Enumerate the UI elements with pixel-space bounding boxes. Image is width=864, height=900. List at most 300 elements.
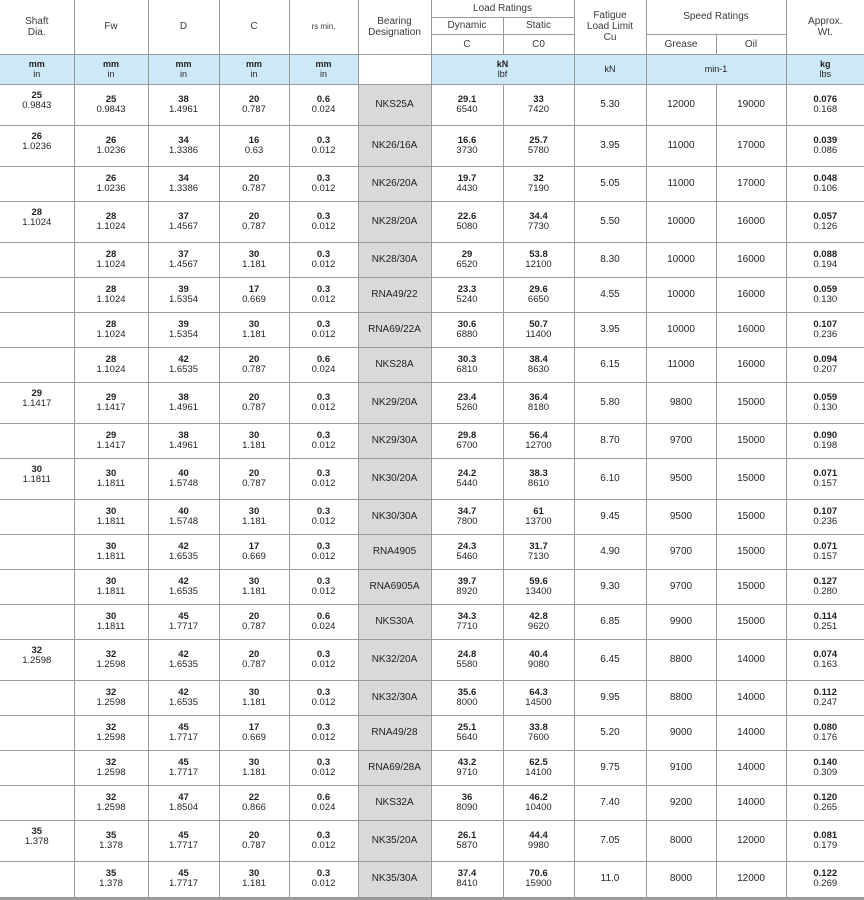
cell-dynamic-metric: 29.1 bbox=[457, 93, 477, 105]
cell-shaft-dia bbox=[0, 861, 74, 898]
cell-rs-min bbox=[289, 715, 358, 750]
cell-rs-min bbox=[289, 312, 358, 347]
cell-c-imperial: 0.669 bbox=[242, 731, 266, 743]
units-row-group bbox=[0, 54, 864, 84]
cell-rs-min-imperial: 0.012 bbox=[311, 878, 336, 889]
cell-c-metric: 30 bbox=[248, 429, 260, 441]
cell-static bbox=[503, 499, 574, 534]
cell-fw-metric: 25 bbox=[105, 93, 117, 105]
cell-shaft-dia bbox=[0, 639, 74, 680]
cell-c-imperial: 0.787 bbox=[242, 103, 266, 115]
cell-fw bbox=[74, 785, 148, 820]
cell-static-imperial: 8180 bbox=[527, 401, 550, 413]
cell-weight-imperial: 0.157 bbox=[813, 477, 838, 489]
cell-fw-metric: 32 bbox=[105, 686, 117, 698]
cell-oil-speed bbox=[716, 312, 786, 347]
cell-designation bbox=[358, 242, 431, 277]
cell-dynamic bbox=[431, 201, 503, 242]
cell-fw-imperial: 1.2598 bbox=[96, 658, 126, 670]
cell-d-metric: 42 bbox=[178, 686, 189, 698]
cell-fw bbox=[74, 639, 148, 680]
cell-grease-speed-value: 9100 bbox=[669, 761, 693, 773]
cell-c bbox=[219, 201, 289, 242]
table-row bbox=[0, 277, 864, 312]
cell-fw-imperial: 1.1024 bbox=[96, 328, 126, 340]
cell-oil-speed-value: 12000 bbox=[737, 834, 765, 846]
header-c-text: C bbox=[250, 21, 258, 33]
unit-rs-mm: mm bbox=[315, 59, 332, 69]
cell-static bbox=[503, 750, 574, 785]
cell-fatigue-limit-value: 5.30 bbox=[600, 98, 620, 110]
cell-d-imperial: 1.3386 bbox=[168, 182, 199, 194]
cell-c bbox=[219, 166, 289, 201]
cell-designation-value: NK32/30A bbox=[371, 691, 418, 703]
unit-shaft-in: in bbox=[33, 69, 41, 79]
cell-grease-speed bbox=[646, 534, 716, 569]
cell-c-metric: 22 bbox=[248, 791, 260, 803]
cell-fatigue-limit bbox=[574, 458, 646, 499]
cell-dynamic-imperial: 8000 bbox=[456, 696, 478, 708]
cell-shaft-dia-imperial: 1.1024 bbox=[22, 216, 52, 228]
cell-oil-speed bbox=[716, 820, 786, 861]
cell-static-metric: 36.4 bbox=[529, 391, 548, 403]
table-row bbox=[0, 750, 864, 785]
cell-rs-min bbox=[289, 201, 358, 242]
cell-weight-imperial: 0.130 bbox=[813, 401, 838, 413]
table-row bbox=[0, 242, 864, 277]
cell-dynamic-imperial: 8410 bbox=[456, 878, 478, 889]
cell-dynamic-imperial: 6700 bbox=[456, 439, 478, 451]
cell-fw bbox=[74, 242, 148, 277]
cell-c bbox=[219, 312, 289, 347]
cell-d-metric: 40 bbox=[178, 467, 189, 479]
cell-weight-imperial: 0.198 bbox=[813, 439, 838, 451]
table-row bbox=[0, 312, 864, 347]
cell-weight-metric: 0.114 bbox=[813, 610, 837, 622]
cell-static-imperial: 10400 bbox=[525, 801, 552, 813]
cell-d-imperial: 1.5354 bbox=[168, 328, 199, 340]
cell-static-metric: 44.4 bbox=[529, 829, 548, 841]
cell-grease-speed bbox=[646, 201, 716, 242]
cell-oil-speed bbox=[716, 423, 786, 458]
table-row bbox=[0, 569, 864, 604]
table-row bbox=[0, 382, 864, 423]
cell-fw-imperial: 1.1811 bbox=[96, 620, 126, 632]
cell-rs-min-imperial: 0.012 bbox=[311, 182, 336, 194]
cell-grease-speed bbox=[646, 861, 716, 898]
cell-static bbox=[503, 201, 574, 242]
cell-dynamic-imperial: 3730 bbox=[456, 144, 478, 156]
cell-weight-imperial: 0.194 bbox=[813, 258, 838, 270]
cell-fw bbox=[74, 277, 148, 312]
cell-fw bbox=[74, 166, 148, 201]
cell-static bbox=[503, 534, 574, 569]
cell-dynamic bbox=[431, 680, 503, 715]
cell-d bbox=[148, 785, 219, 820]
cell-grease-speed bbox=[646, 166, 716, 201]
cell-shaft-dia-imperial: 1.1417 bbox=[22, 397, 52, 409]
cell-fatigue-limit-value: 9.45 bbox=[600, 510, 620, 522]
cell-d-metric: 37 bbox=[178, 210, 189, 222]
cell-designation bbox=[358, 715, 431, 750]
cell-weight-imperial: 0.265 bbox=[813, 801, 838, 813]
cell-fw-imperial: 1.2598 bbox=[96, 801, 126, 813]
cell-c-metric: 20 bbox=[248, 610, 260, 622]
unit-load-kn: kN bbox=[496, 59, 509, 69]
cell-c-metric: 30 bbox=[248, 756, 260, 768]
cell-c-imperial: 1.181 bbox=[242, 696, 266, 708]
cell-shaft-dia-metric: 25 bbox=[31, 89, 43, 101]
cell-fw bbox=[74, 458, 148, 499]
cell-shaft-dia bbox=[0, 242, 74, 277]
cell-dynamic-metric: 37.4 bbox=[457, 868, 477, 879]
cell-static-imperial: 7600 bbox=[527, 731, 550, 743]
cell-designation bbox=[358, 680, 431, 715]
cell-d bbox=[148, 715, 219, 750]
cell-rs-min-imperial: 0.012 bbox=[311, 144, 336, 156]
cell-designation bbox=[358, 166, 431, 201]
cell-c bbox=[219, 84, 289, 125]
cell-static-imperial: 12100 bbox=[525, 258, 552, 270]
unit-load-lbf: lbf bbox=[497, 69, 508, 79]
cell-c-imperial: 0.787 bbox=[242, 401, 266, 413]
cell-fatigue-limit-value: 6.45 bbox=[600, 653, 620, 665]
cell-static bbox=[503, 639, 574, 680]
cell-static-imperial: 7420 bbox=[527, 103, 550, 115]
cell-static bbox=[503, 242, 574, 277]
cell-rs-min bbox=[289, 499, 358, 534]
cell-fw-imperial: 1.378 bbox=[99, 839, 123, 851]
cell-c-imperial: 1.181 bbox=[242, 328, 266, 340]
cell-grease-speed bbox=[646, 820, 716, 861]
cell-oil-speed bbox=[716, 750, 786, 785]
cell-grease-speed bbox=[646, 125, 716, 166]
cell-designation-value: NK29/30A bbox=[371, 434, 418, 446]
cell-designation-value: RNA49/22 bbox=[371, 288, 418, 300]
cell-fatigue-limit bbox=[574, 785, 646, 820]
cell-rs-min-metric: 0.6 bbox=[316, 93, 331, 105]
cell-dynamic-metric: 23.4 bbox=[457, 391, 477, 403]
cell-rs-min bbox=[289, 242, 358, 277]
cell-dynamic bbox=[431, 861, 503, 898]
unit-d-mm: mm bbox=[175, 59, 192, 69]
cell-d-metric: 40 bbox=[178, 505, 189, 517]
cell-rs-min bbox=[289, 680, 358, 715]
cell-designation-value: NK28/20A bbox=[371, 215, 418, 227]
cell-shaft-dia bbox=[0, 458, 74, 499]
cell-fatigue-limit bbox=[574, 534, 646, 569]
cell-rs-min bbox=[289, 458, 358, 499]
table-body bbox=[0, 84, 864, 898]
cell-grease-speed bbox=[646, 569, 716, 604]
cell-grease-speed-value: 9500 bbox=[669, 472, 693, 484]
table-row bbox=[0, 166, 864, 201]
cell-c-metric: 30 bbox=[248, 686, 260, 698]
cell-weight-metric: 0.081 bbox=[813, 829, 838, 841]
cell-c bbox=[219, 242, 289, 277]
cell-oil-speed bbox=[716, 125, 786, 166]
cell-c-imperial: 0.787 bbox=[242, 658, 266, 670]
cell-dynamic-metric: 16.6 bbox=[457, 134, 477, 146]
cell-dynamic-metric: 39.7 bbox=[457, 575, 477, 587]
cell-dynamic-metric: 19.7 bbox=[457, 172, 477, 184]
cell-dynamic-metric: 26.1 bbox=[457, 829, 477, 841]
cell-weight bbox=[786, 84, 864, 125]
header-dynamic bbox=[431, 17, 503, 34]
cell-dynamic-metric: 34.7 bbox=[457, 505, 477, 517]
cell-d bbox=[148, 569, 219, 604]
cell-designation-value: RNA49/28 bbox=[371, 726, 418, 738]
cell-rs-min-metric: 0.3 bbox=[316, 391, 331, 403]
cell-c-imperial: 1.181 bbox=[242, 878, 266, 889]
header-speed-ratings-text: Speed Ratings bbox=[683, 11, 749, 23]
cell-c bbox=[219, 680, 289, 715]
cell-c bbox=[219, 715, 289, 750]
cell-dynamic-imperial: 5460 bbox=[456, 550, 478, 562]
cell-dynamic-metric: 29 bbox=[461, 248, 473, 260]
cell-static-metric: 50.7 bbox=[529, 318, 548, 330]
cell-grease-speed bbox=[646, 785, 716, 820]
cell-d bbox=[148, 423, 219, 458]
cell-static-metric: 53.8 bbox=[529, 248, 548, 260]
cell-weight bbox=[786, 242, 864, 277]
cell-oil-speed-value: 17000 bbox=[737, 177, 765, 189]
cell-shaft-dia bbox=[0, 84, 74, 125]
cell-weight bbox=[786, 680, 864, 715]
cell-fw-metric: 28 bbox=[105, 248, 117, 260]
cell-fw bbox=[74, 680, 148, 715]
cell-c-imperial: 0.866 bbox=[242, 801, 266, 813]
cell-static-imperial: 11400 bbox=[525, 328, 552, 340]
cell-grease-speed-value: 10000 bbox=[667, 288, 695, 300]
cell-designation-value: RNA6905A bbox=[369, 580, 420, 592]
cell-static bbox=[503, 569, 574, 604]
cell-weight-imperial: 0.251 bbox=[813, 620, 838, 632]
cell-rs-min-metric: 0.3 bbox=[316, 467, 331, 479]
cell-fw bbox=[74, 201, 148, 242]
cell-rs-min-imperial: 0.024 bbox=[311, 103, 336, 115]
cell-designation-value: RNA4905 bbox=[372, 545, 417, 557]
cell-shaft-dia bbox=[0, 382, 74, 423]
cell-rs-min bbox=[289, 604, 358, 639]
cell-oil-speed-value: 12000 bbox=[737, 873, 765, 884]
cell-designation-value: RNA69/22A bbox=[368, 323, 421, 335]
cell-static-metric: 61 bbox=[533, 505, 544, 517]
cell-fatigue-limit-value: 6.10 bbox=[600, 472, 620, 484]
header-approx-wt bbox=[786, 0, 864, 54]
cell-d bbox=[148, 125, 219, 166]
cell-rs-min-imperial: 0.012 bbox=[311, 477, 336, 489]
cell-static-metric: 42.8 bbox=[529, 610, 548, 622]
cell-c-metric: 20 bbox=[248, 353, 260, 365]
cell-grease-speed bbox=[646, 423, 716, 458]
cell-d-metric: 42 bbox=[178, 353, 189, 365]
cell-d-imperial: 1.4961 bbox=[168, 439, 199, 451]
cell-weight-metric: 0.107 bbox=[813, 318, 838, 330]
unit-wt bbox=[786, 54, 864, 84]
cell-rs-min bbox=[289, 125, 358, 166]
cell-shaft-dia-imperial: 0.9843 bbox=[22, 99, 52, 111]
cell-oil-speed bbox=[716, 166, 786, 201]
cell-fw-imperial: 0.9843 bbox=[96, 103, 126, 115]
cell-designation bbox=[358, 201, 431, 242]
cell-weight-imperial: 0.157 bbox=[813, 550, 838, 562]
cell-static bbox=[503, 680, 574, 715]
cell-oil-speed-value: 15000 bbox=[737, 545, 765, 557]
cell-grease-speed bbox=[646, 639, 716, 680]
cell-fw-metric: 28 bbox=[105, 353, 117, 365]
cell-weight-metric: 0.112 bbox=[813, 686, 837, 698]
cell-static-metric: 40.4 bbox=[529, 648, 548, 660]
cell-shaft-dia-metric: 26 bbox=[31, 130, 43, 142]
cell-grease-speed-value: 9000 bbox=[669, 726, 693, 738]
cell-dynamic-metric: 30.3 bbox=[457, 353, 477, 365]
cell-grease-speed-value: 11000 bbox=[667, 139, 695, 151]
table-row bbox=[0, 125, 864, 166]
cell-dynamic bbox=[431, 604, 503, 639]
cell-weight bbox=[786, 750, 864, 785]
cell-c bbox=[219, 534, 289, 569]
cell-weight-imperial: 0.247 bbox=[813, 696, 838, 708]
cell-designation-value: RNA69/28A bbox=[368, 761, 421, 773]
header-bearing-designation bbox=[358, 0, 431, 54]
cell-static-imperial: 9620 bbox=[527, 620, 550, 632]
cell-dynamic-imperial: 5240 bbox=[456, 293, 478, 305]
cell-rs-min-metric: 0.3 bbox=[316, 648, 331, 660]
cell-dynamic bbox=[431, 277, 503, 312]
cell-c-metric: 20 bbox=[248, 467, 260, 479]
cell-oil-speed-value: 17000 bbox=[737, 139, 765, 151]
cell-fatigue-limit-value: 8.30 bbox=[600, 253, 620, 265]
cell-dynamic bbox=[431, 166, 503, 201]
cell-oil-speed bbox=[716, 639, 786, 680]
cell-dynamic bbox=[431, 84, 503, 125]
cell-c-imperial: 0.787 bbox=[242, 839, 266, 851]
cell-fatigue-limit-value: 9.95 bbox=[600, 691, 620, 703]
cell-designation-value: NKS28A bbox=[375, 358, 414, 370]
cell-c-imperial: 0.669 bbox=[242, 293, 266, 305]
cell-shaft-dia-imperial: 1.1811 bbox=[22, 473, 51, 485]
cell-shaft-dia-metric: 29 bbox=[31, 387, 43, 399]
unit-fw bbox=[74, 54, 148, 84]
cell-fw-imperial: 1.1811 bbox=[96, 585, 126, 597]
cell-oil-speed-value: 14000 bbox=[737, 726, 765, 738]
cell-dynamic bbox=[431, 312, 503, 347]
cell-dynamic bbox=[431, 785, 503, 820]
unit-speed-min: min-1 bbox=[704, 64, 728, 74]
cell-dynamic-metric: 24.2 bbox=[457, 467, 477, 479]
header-fatigue-load-limit-text: Fatigue Load Limit Cu bbox=[586, 10, 634, 44]
cell-rs-min-imperial: 0.024 bbox=[311, 801, 336, 813]
cell-dynamic-metric: 30.6 bbox=[457, 318, 477, 330]
cell-dynamic bbox=[431, 382, 503, 423]
header-rs-min bbox=[289, 0, 358, 54]
cell-c-metric: 30 bbox=[248, 318, 260, 330]
cell-d-imperial: 1.6535 bbox=[168, 585, 199, 597]
cell-weight bbox=[786, 382, 864, 423]
cell-weight-metric: 0.094 bbox=[813, 353, 838, 365]
cell-dynamic-metric: 25.1 bbox=[457, 721, 477, 733]
header-d-text: D bbox=[179, 21, 188, 33]
cell-weight-imperial: 0.280 bbox=[813, 585, 838, 597]
cell-designation-value: NK35/30A bbox=[371, 873, 418, 884]
cell-fw-imperial: 1.1811 bbox=[96, 515, 126, 527]
cell-rs-min-metric: 0.3 bbox=[316, 172, 331, 184]
cell-shaft-dia bbox=[0, 680, 74, 715]
cell-weight-metric: 0.090 bbox=[813, 429, 838, 441]
cell-fw-metric: 30 bbox=[105, 467, 117, 479]
cell-shaft-dia-metric: 28 bbox=[31, 206, 43, 218]
cell-dynamic-imperial: 5440 bbox=[456, 477, 478, 489]
cell-fw bbox=[74, 534, 148, 569]
cell-shaft-dia bbox=[0, 201, 74, 242]
cell-weight-imperial: 0.126 bbox=[813, 220, 838, 232]
cell-d-imperial: 1.6535 bbox=[168, 363, 199, 375]
cell-weight bbox=[786, 277, 864, 312]
cell-static bbox=[503, 861, 574, 898]
cell-designation-value: NKS30A bbox=[375, 615, 414, 627]
cell-c-metric: 20 bbox=[248, 172, 260, 184]
cell-weight bbox=[786, 639, 864, 680]
cell-static-imperial: 5780 bbox=[527, 144, 550, 156]
cell-c-metric: 20 bbox=[248, 829, 260, 841]
cell-d-imperial: 1.7717 bbox=[168, 839, 199, 851]
cell-weight-metric: 0.080 bbox=[813, 721, 838, 733]
cell-oil-speed bbox=[716, 534, 786, 569]
cell-fw-imperial: 1.2598 bbox=[96, 696, 126, 708]
cell-rs-min-imperial: 0.012 bbox=[311, 328, 336, 340]
cell-designation bbox=[358, 639, 431, 680]
cell-shaft-dia-metric: 32 bbox=[31, 644, 43, 656]
cell-oil-speed bbox=[716, 242, 786, 277]
cell-static-imperial: 13400 bbox=[525, 585, 552, 597]
cell-d bbox=[148, 347, 219, 382]
cell-c-metric: 30 bbox=[248, 248, 260, 260]
cell-shaft-dia-imperial: 1.2598 bbox=[22, 654, 52, 666]
cell-fw-metric: 35 bbox=[105, 829, 117, 841]
cell-dynamic-metric: 43.2 bbox=[457, 756, 477, 768]
unit-d bbox=[148, 54, 219, 84]
header-fw-text: Fw bbox=[104, 21, 118, 33]
cell-weight-metric: 0.074 bbox=[813, 648, 838, 660]
cell-fw-imperial: 1.1811 bbox=[96, 477, 126, 489]
cell-designation bbox=[358, 534, 431, 569]
cell-dynamic-imperial: 4430 bbox=[456, 182, 478, 194]
unit-fw-in: in bbox=[107, 69, 115, 79]
cell-rs-min-imperial: 0.012 bbox=[311, 658, 336, 670]
cell-weight bbox=[786, 785, 864, 820]
header-load-ratings bbox=[431, 0, 574, 17]
table-row bbox=[0, 715, 864, 750]
cell-static-imperial: 13700 bbox=[525, 515, 552, 527]
cell-static bbox=[503, 84, 574, 125]
cell-rs-min-metric: 0.6 bbox=[316, 610, 331, 622]
cell-d-metric: 39 bbox=[178, 318, 189, 330]
cell-d-imperial: 1.3386 bbox=[168, 144, 199, 156]
cell-dynamic-imperial: 5870 bbox=[456, 839, 478, 851]
cell-d-imperial: 1.8504 bbox=[168, 801, 199, 813]
cell-rs-min-imperial: 0.024 bbox=[311, 620, 336, 632]
cell-grease-speed bbox=[646, 604, 716, 639]
cell-rs-min-metric: 0.3 bbox=[316, 829, 331, 841]
cell-oil-speed bbox=[716, 382, 786, 423]
cell-rs-min-imperial: 0.012 bbox=[311, 401, 336, 413]
cell-d-metric: 47 bbox=[178, 791, 189, 803]
cell-weight-metric: 0.107 bbox=[813, 505, 838, 517]
header-shaft-dia bbox=[0, 0, 74, 54]
cell-fatigue-limit-value: 7.40 bbox=[600, 796, 620, 808]
cell-dynamic-imperial: 7800 bbox=[456, 515, 478, 527]
